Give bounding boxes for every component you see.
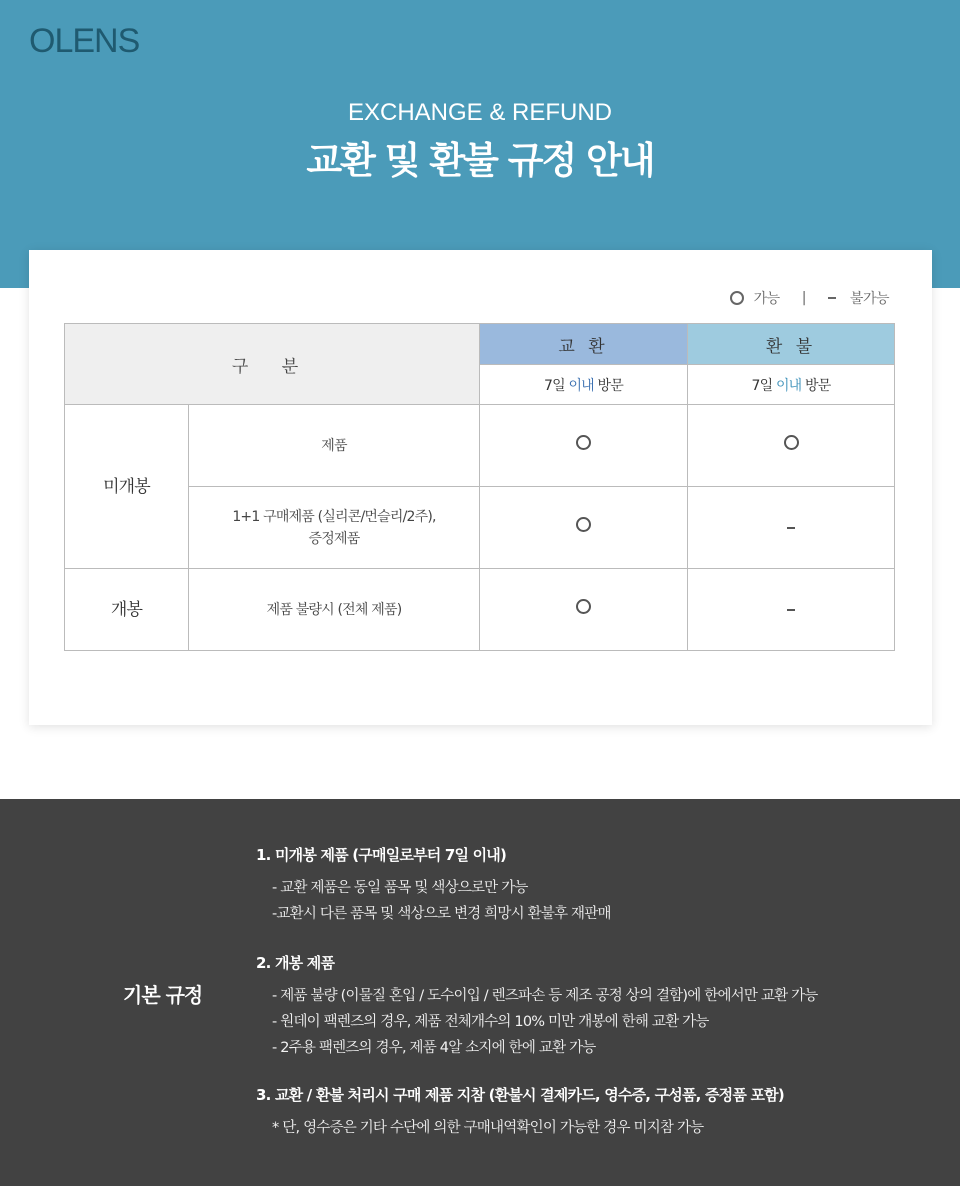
policy-table — [64, 323, 895, 651]
rule-section-opened — [256, 953, 818, 1061]
table-header-refund: 환 불 — [688, 324, 895, 365]
circle-icon — [730, 291, 744, 305]
item-cell — [189, 487, 480, 569]
rule-line: - 2주용 팩렌즈의 경우, 제품 4알 소지에 한에 교환 가능 — [272, 1040, 596, 1056]
circle-possible-icon — [784, 435, 799, 450]
circle-possible-icon — [576, 599, 591, 614]
exchange-period-highlight: 이내 — [568, 377, 594, 394]
refund-period-highlight: 이내 — [775, 377, 802, 394]
item-cell — [189, 405, 480, 487]
dash-impossible-icon — [787, 609, 795, 611]
rule-section-unopened — [256, 845, 611, 927]
rule-heading: 1. 미개봉 제품 (구매일로부터 7일 이내) — [256, 846, 507, 864]
item-label-line2: 증정제품 — [308, 530, 360, 547]
rule-line: * 단, 영수증은 기타 수단에 의한 구매내역확인이 가능한 경우 미지참 가능 — [272, 1120, 704, 1136]
rule-line: - 원데이 팩렌즈의 경우, 제품 전체개수의 10% 미만 개봉에 한해 교환 가능 — [272, 1014, 709, 1030]
hero-subtitle: EXCHANGE & REFUND — [347, 99, 613, 126]
circle-possible-icon — [576, 517, 591, 532]
rule-line: -교환시 다른 품목 및 색상으로 변경 희망시 환불후 재판매 — [272, 906, 611, 922]
refund-period-pre: 7일 — [751, 377, 776, 394]
rules-title: 기본 규정 — [123, 983, 203, 1007]
refund-period-post: 방문 — [801, 377, 831, 394]
category-unopened: 미개봉 — [65, 405, 189, 569]
legend — [730, 288, 889, 308]
category-opened: 개봉 — [65, 569, 189, 651]
table-header-exchange: 교 환 — [480, 324, 688, 365]
dash-impossible-icon — [787, 527, 795, 529]
refund-cell — [688, 405, 895, 487]
rule-heading: 3. 교환 / 환불 처리시 구매 제품 지참 (환불시 결제카드, 영수증, 구성품, 증정품 포함) — [256, 1086, 784, 1104]
legend-separator: | — [801, 290, 806, 306]
item-label: 제품 — [321, 437, 347, 454]
basic-rules-section — [0, 799, 960, 1186]
circle-possible-icon — [576, 435, 591, 450]
table-header-category: 구 분 — [65, 324, 480, 405]
table-row — [65, 487, 895, 569]
policy-card — [29, 250, 932, 725]
exchange-cell — [480, 405, 688, 487]
refund-period — [688, 365, 895, 405]
rule-line: - 교환 제품은 동일 품목 및 색상으로만 가능 — [272, 880, 528, 896]
legend-impossible-label: 불가능 — [849, 291, 889, 307]
hero-banner — [0, 0, 960, 288]
item-label: 제품 불량시 (전체 제품) — [266, 601, 402, 618]
refund-cell — [688, 569, 895, 651]
item-label: 1+1 구매제품 (실리콘/먼슬리/2주), — [232, 508, 436, 525]
exchange-period-pre: 7일 — [543, 377, 569, 394]
rule-heading: 2. 개봉 제품 — [256, 954, 335, 972]
rule-section-bring-items — [256, 1085, 784, 1141]
brand-logo[interactable]: OLENS — [29, 22, 140, 60]
legend-possible-label: 가능 — [753, 291, 780, 307]
rule-line: - 제품 불량 (이물질 혼입 / 도수이입 / 렌즈파손 등 제조 공정 상의 결함)에 한에서만 교환 가능 — [272, 988, 818, 1004]
page-title: 교환 및 환불 규정 안내 — [306, 139, 654, 182]
exchange-cell — [480, 569, 688, 651]
table-row — [65, 405, 895, 487]
dash-icon — [828, 297, 836, 299]
exchange-cell — [480, 487, 688, 569]
exchange-period-post: 방문 — [593, 377, 624, 394]
item-cell — [189, 569, 480, 651]
table-row — [65, 569, 895, 651]
exchange-period — [480, 365, 688, 405]
refund-cell — [688, 487, 895, 569]
